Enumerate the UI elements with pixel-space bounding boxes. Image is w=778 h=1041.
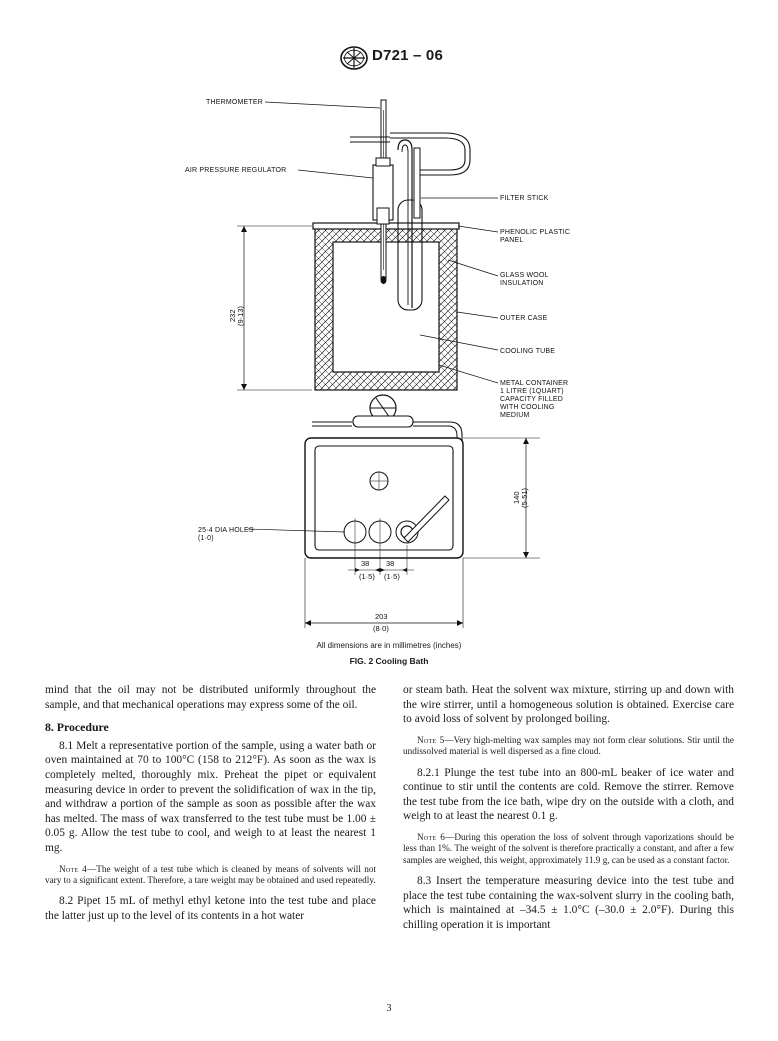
page-number: 3: [386, 1003, 392, 1014]
paragraph: or steam bath. Heat the solvent wax mixture, stirring up and down with the wire stirrer, until a homogeneous solution is obtained. Exercise care to avoid loss of solvent by prolonged boiling.: [403, 684, 734, 726]
label-metal-container-line5: MEDIUM: [500, 412, 530, 419]
astm-logo-icon: [340, 46, 368, 70]
paragraph: mind that the oil may not be distributed uniformly throughout the sample, and that mechanical operations may express some of the oil.: [45, 684, 376, 711]
paragraph: 8.2.1 Plunge the test tube into an 800-mL beaker of ice water and continue to stir until the contents are cold. Remove the stirrer. Remove the test tube from the ice bath, wipe dry on the outside with a cloth, and weigh to at least the nearest 0.1 g.: [403, 766, 734, 823]
dimension-spacing-2-inches: (1·5): [384, 572, 400, 581]
dimension-height-inches: (9·13): [236, 305, 245, 326]
dimension-width: 203: [375, 612, 388, 621]
note-label: Note 4: [59, 863, 88, 874]
label-outer-case: OUTER CASE: [500, 315, 548, 322]
dimension-spacing-1: 38: [361, 559, 370, 568]
paragraph: 8.2 Pipet 15 mL of methyl ethyl ketone into the test tube and place the latter just up to the level of its contents in a hot water: [45, 895, 376, 922]
label-metal-container-line1: METAL CONTAINER: [500, 380, 569, 387]
label-metal-container-line3: CAPACITY FILLED: [500, 396, 564, 403]
cooling-bath-figure: [0, 80, 778, 640]
filter-stick: [414, 148, 420, 218]
cooling-bath-drawing: [0, 80, 778, 640]
note-5: [403, 735, 734, 758]
document-id: D721 – 06: [372, 47, 444, 64]
note-label: Note 5: [417, 734, 445, 745]
note-text: —During this operation the loss of solvent through vaporizations should be less than 1%. The weight of the solvent is therefore practically a constant, and after a few samples are weighed, this weight, approximately 11.9 g, can be used as a constant factor.: [403, 831, 734, 865]
paragraph: 8.1 Melt a representative portion of the sample, using a water bath or oven maintained at 70 to 100°C (158 to 212°F). As soon as the wax is completely melted, thoroughly mix. Preheat the pipet or equivalent measuring device in order to prevent the solidification of wax in the tip, and withdraw a portion of the sample as soon as possible after the wax has melted. The mass of wax transferred to the test tube must be 1.00 ± 0.05 g. Allow the test tube to cool, and weigh to at least the nearest 1 mg.: [45, 739, 376, 854]
dimension-depth-inches: (5·51): [520, 487, 529, 508]
label-holes-line2: (1·0): [198, 535, 214, 542]
label-phenolic-panel-line2: PANEL: [500, 237, 524, 244]
label-phenolic-panel-line1: PHENOLIC PLASTIC: [500, 229, 571, 236]
dimension-width-inches: (8·0): [373, 624, 389, 633]
note-text: —The weight of a test tube which is cleaned by means of solvents will not vary to a significant extent. Therefore, a tare weight may be obtained and used repeatedly.: [45, 863, 376, 885]
note-6: [403, 832, 734, 866]
note-4: [45, 864, 376, 887]
label-air-pressure-regulator: AIR PRESSURE REGULATOR: [185, 167, 287, 174]
figure-dimension-note: All dimensions are in millimetres (inches): [316, 641, 462, 650]
label-metal-container-line4: WITH COOLING: [500, 404, 555, 411]
label-cooling-tube: COOLING TUBE: [500, 348, 556, 355]
right-text-column: [403, 683, 734, 933]
label-glass-wool-line2: INSULATION: [500, 280, 544, 287]
page-header: [0, 44, 778, 70]
paragraph: 8.3 Insert the temperature measuring device into the test tube and place the test tube containing the wax-solvent slurry in the cooling bath, which is maintained at –34.5 ± 1.0°C (–30.0 ± 2.0°F). During this chilling operation it is important: [403, 875, 734, 931]
label-thermometer: THERMOMETER: [206, 99, 264, 106]
section-heading: 8. Procedure: [45, 720, 109, 735]
dimension-height: 232: [228, 309, 237, 322]
label-glass-wool-line1: GLASS WOOL: [500, 272, 549, 279]
label-metal-container-line2: 1 LITRE (1QUART): [500, 388, 564, 395]
left-text-column: [45, 683, 376, 924]
dimension-depth: 140: [512, 491, 521, 504]
dimension-spacing-1-inches: (1·5): [359, 572, 375, 581]
figure-caption: FIG. 2 Cooling Bath: [349, 656, 429, 666]
dimension-spacing-2: 38: [386, 559, 395, 568]
note-label: Note 6: [417, 831, 446, 842]
note-text: —Very high-melting wax samples may not form clear solutions. Stir until the undissolved material is well dispersed as a fine cloud.: [403, 734, 734, 757]
label-filter-stick: FILTER STICK: [500, 195, 549, 202]
label-holes-line1: 25·4 DIA HOLES: [198, 527, 254, 534]
